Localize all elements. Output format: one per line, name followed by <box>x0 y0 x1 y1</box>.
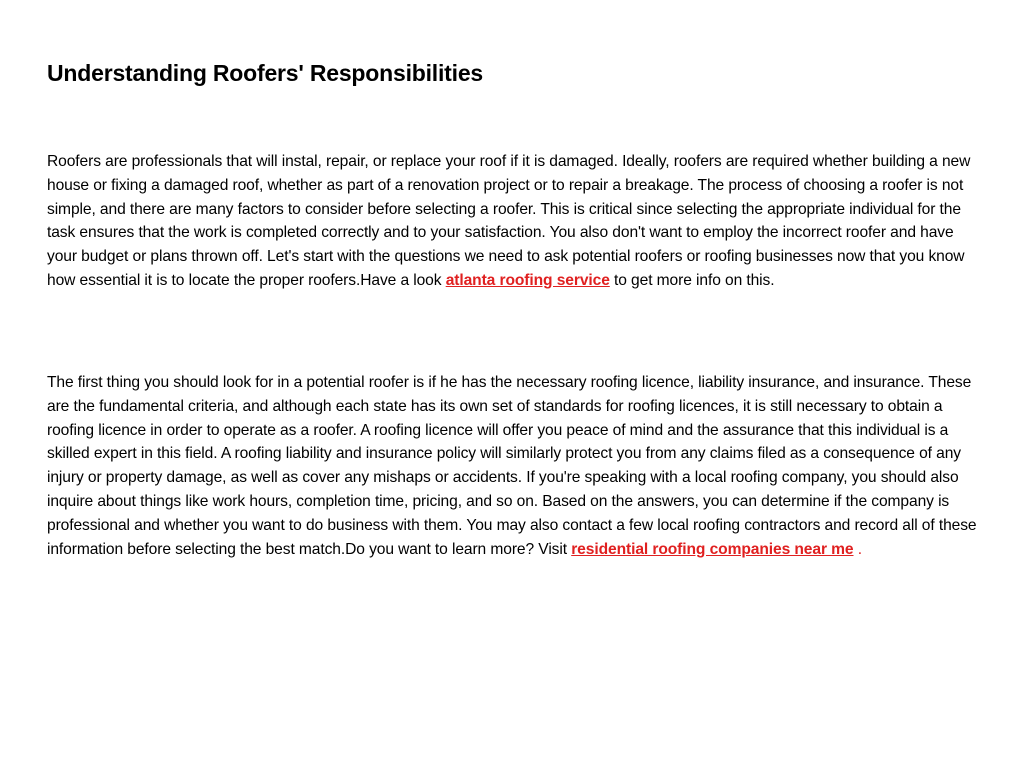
paragraph-licence <box>47 371 977 561</box>
paragraph-intro-tail: to get more info on this. <box>609 271 775 289</box>
atlanta-roofing-service-link[interactable]: atlanta roofing service <box>445 271 610 289</box>
paragraph-intro <box>47 150 977 293</box>
page-title: Understanding Roofers' Responsibilities <box>47 60 484 86</box>
paragraph-licence-tail: . <box>853 540 862 558</box>
paragraph-licence-text: The first thing you should look for in a potential roofer is if he has the necessary roofing licence, liability insurance, and insurance. These are the fundamental criteria, and although each state has its own set of standards for roofing licences, it is still necessary to obtain a roofing licence in order to operate as a roofer. A roofing licence will offer you peace of mind and the assurance that this individual is a skilled expert in this field. A roofing liability and insurance policy will similarly protect you from any claims filed as a consequence of any injury or property damage, as well as cover any mishaps or accidents. If you're speaking with a local roofing company, you should also inquire about things like work hours, completion time, pricing, and so on. Based on the answers, you can determine if the company is professional and whether you want to do business with them. You may also contact a few local roofing contractors and record all of these information before selecting the best match.Do you want to learn more? Visit <box>47 374 977 558</box>
residential-roofing-companies-link[interactable]: residential roofing companies near me <box>571 540 854 558</box>
paragraph-intro-text: Roofers are professionals that will instal, repair, or replace your roof if it is damaged. Ideally, roofers are required whether building a new house or fixing a damaged roof, whether as part of a renovation project or to repair a breakage. The process of choosing a roofer is not simple, and there are many factors to consider before selecting a roofer. This is critical since selecting the appropriate individual for the task ensures that the work is completed correctly and to your satisfaction. You also don't want to employ the incorrect roofer and have your budget or plans thrown off. Let's start with the questions we need to ask potential roofers or roofing businesses now that you know how essential it is to locate the proper roofers.Have a look <box>47 153 971 289</box>
